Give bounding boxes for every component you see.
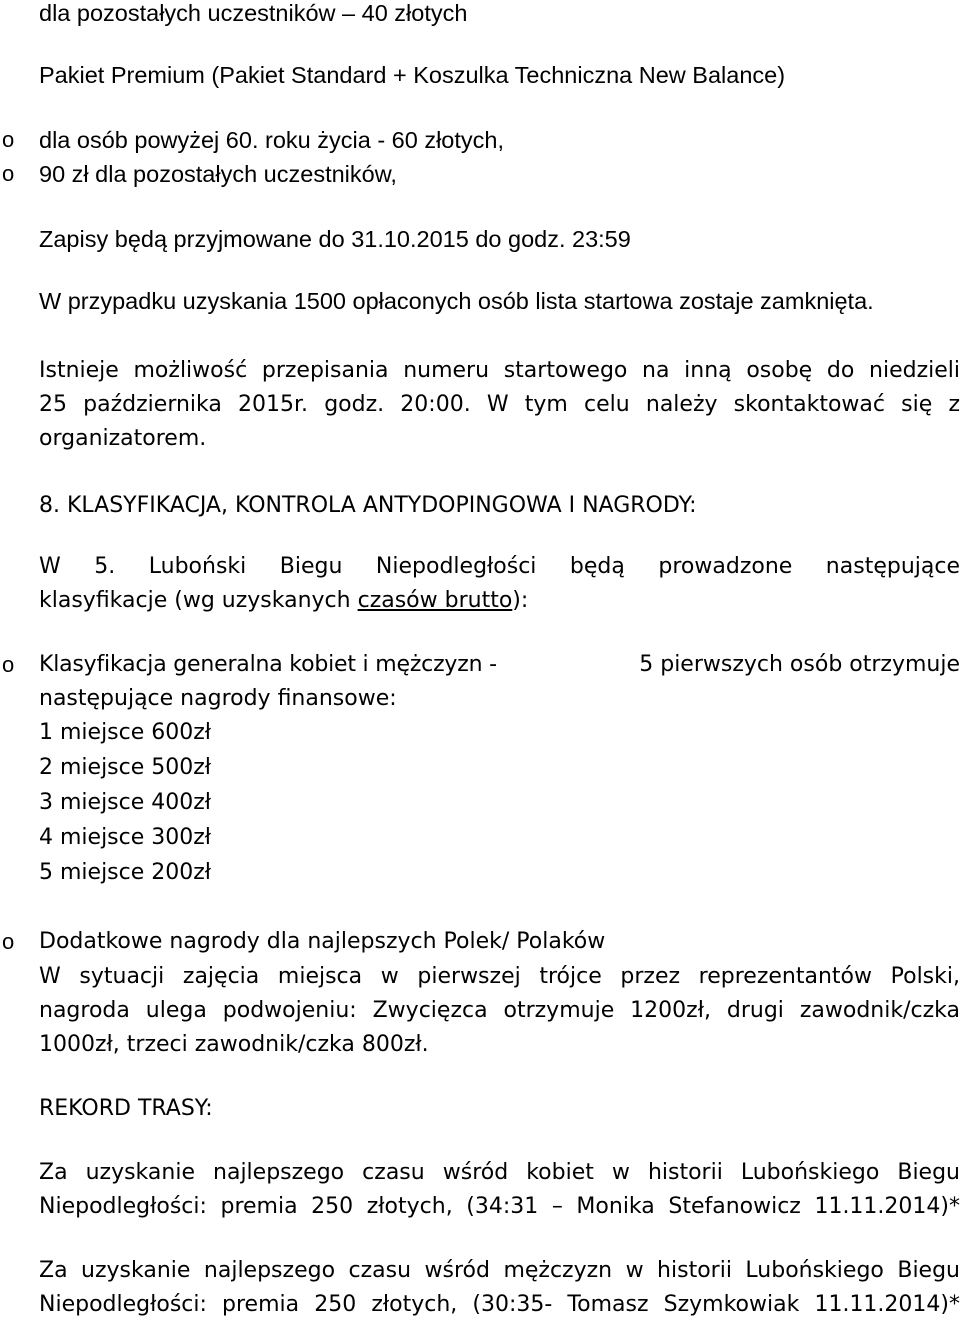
- underlined-text: czasów brutto: [357, 588, 513, 613]
- text-line: 90 zł dla pozostałych uczestników,: [39, 161, 397, 187]
- prize-item: 3 miejsce 400zł: [39, 790, 212, 815]
- paragraph-line: W sytuacji zajęcia miejsca w pierwszej trójce przez reprezentantów Polski,: [39, 964, 960, 989]
- paragraph-line: W 5. Luboński Biegu Niepodległości będą prowadzone następujące: [39, 554, 960, 579]
- text-span: klasyfikacje (wg uzyskanych: [39, 588, 358, 613]
- paragraph-line: [39, 584, 960, 618]
- paragraph-line: organizatorem.: [39, 426, 207, 451]
- text-line: W przypadku uzyskania 1500 opłaconych osób lista startowa zostaje zamknięta.: [39, 288, 874, 314]
- prize-item: 5 miejsce 200zł: [39, 860, 212, 885]
- prize-item: 1 miejsce 600zł: [39, 720, 212, 745]
- bullet-marker: o: [2, 161, 15, 186]
- paragraph-line: Istnieje możliwość przepisania numeru startowego na inną osobę do niedzieli: [39, 358, 960, 383]
- bullet-marker: o: [2, 929, 15, 954]
- section-heading: REKORD TRASY:: [39, 1096, 213, 1121]
- bullet-marker: o: [2, 652, 15, 677]
- text-span: ):: [512, 588, 529, 613]
- section-heading: 8. KLASYFIKACJA, KONTROLA ANTYDOPINGOWA I NAGRODY:: [39, 493, 697, 518]
- paragraph-line: 25 października 2015r. godz. 20:00. W tym celu należy skontaktować się z: [39, 392, 960, 417]
- text-line: Zapisy będą przyjmowane do 31.10.2015 do godz. 23:59: [39, 226, 631, 252]
- prize-item: 2 miejsce 500zł: [39, 755, 212, 780]
- text-span: 5 pierwszych osób otrzymuje: [639, 652, 960, 677]
- prize-item: 4 miejsce 300zł: [39, 825, 212, 850]
- text-line: dla pozostałych uczestników – 40 złotych: [39, 0, 468, 26]
- bullet-marker: o: [2, 127, 15, 152]
- paragraph-line: Niepodległości: premia 250 złotych, (30:35- Tomasz Szymkowiak 11.11.2014)*: [39, 1292, 960, 1317]
- paragraph-line: 1000zł, trzeci zawodnik/czka 800zł.: [39, 1032, 429, 1057]
- paragraph-line: [39, 648, 960, 682]
- text-line: dla osób powyżej 60. roku życia - 60 złotych,: [39, 127, 505, 153]
- text-line: Pakiet Premium (Pakiet Standard + Koszulka Techniczna New Balance): [39, 62, 786, 88]
- paragraph-line: Dodatkowe nagrody dla najlepszych Polek/ Polaków: [39, 929, 606, 954]
- paragraph-line: Za uzyskanie najlepszego czasu wśród mężczyzn w historii Lubońskiego Biegu: [39, 1258, 960, 1283]
- paragraph-line: Niepodległości: premia 250 złotych, (34:31 – Monika Stefanowicz 11.11.2014)*: [39, 1194, 960, 1219]
- paragraph-line: nagroda ulega podwojeniu: Zwycięzca otrzymuje 1200zł, drugi zawodnik/czka: [39, 998, 960, 1023]
- paragraph-line: następujące nagrody finansowe:: [39, 686, 397, 711]
- text-span: Klasyfikacja generalna kobiet i mężczyzn -: [39, 652, 497, 677]
- paragraph-line: Za uzyskanie najlepszego czasu wśród kobiet w historii Lubońskiego Biegu: [39, 1160, 960, 1185]
